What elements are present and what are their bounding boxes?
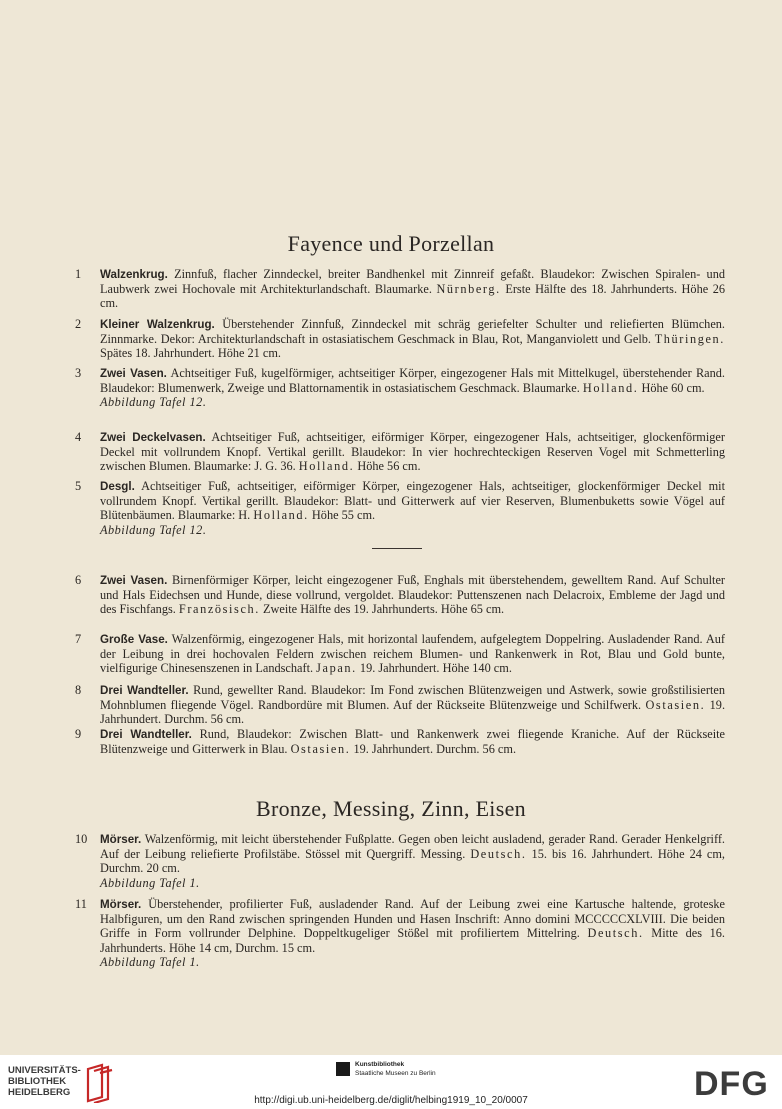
- dfg-logo[interactable]: DFG: [694, 1065, 769, 1103]
- catalog-entry-10: [75, 832, 725, 890]
- entry-number: 11: [75, 897, 87, 911]
- entry-date-size: Höhe 60 cm.: [641, 381, 705, 396]
- entry-date-size: 19. Jahrhundert. Durchm. 56 cm.: [353, 742, 517, 757]
- entry-title: Drei Wandteller.: [100, 684, 189, 697]
- entry-description: Überstehender, profilierter Fuß, ausladender Rand. Auf der Leibung zwei eine Kartusche haltende, groteske Halbfiguren, um den Rand zwischen springenden Hunden und Hasen Inschrift: Anno domini MCCCCCXLVIII. Die beiden Griffe in Form vollrunder Delphine. Doppeltkugeliger Stößel mit profiliertem Mittelring.: [100, 897, 725, 941]
- entry-description: Achtseitiger Fuß, achtseitiger, eiförmiger Körper, eingezogener Hals, achtseitiger, glockenförmiger Deckel mit vollrundem Knopf. Vertikal gerillt. Blaudekor: Blatt- und Gitterwerk auf vier Reserven, Blumenbuketts sowie Vögel auf Blütenbäumen. Blaumarke: H.: [100, 479, 725, 523]
- entry-number: 1: [75, 267, 82, 281]
- entry-origin: Holland.: [253, 508, 309, 523]
- entry-description: Überstehender Zinnfuß, Zinndeckel mit schräg geriefelter Schulter und reliefierten Blümchen. Zinnmarke. Dekor: Architekturlandschaft in ostasiatischem Geschmack in Blau, Rot, Manganviolett und Gelb.: [100, 317, 725, 347]
- entry-origin: Japan.: [316, 661, 357, 676]
- source-url-link[interactable]: http://digi.ub.uni-heidelberg.de/diglit/helbing1919_10_20/0007: [254, 1095, 528, 1106]
- entry-title: Große Vase.: [100, 633, 168, 646]
- kunstbibliothek-subtitle: Staatliche Museen zu Berlin: [355, 1070, 436, 1077]
- entry-number: 4: [75, 430, 82, 444]
- section-title-bronze: Bronze, Messing, Zinn, Eisen: [256, 796, 526, 821]
- catalog-entry-4: [75, 430, 725, 474]
- entry-date-size: 15. bis 16. Jahrhundert. Höhe 24 cm, Durchm. 20 cm.: [100, 847, 726, 876]
- entry-title: Mörser.: [100, 898, 142, 911]
- entry-number: 6: [75, 573, 82, 587]
- entry-date-size: Höhe 55 cm.: [311, 508, 376, 523]
- university-library-name: UNIVERSITÄTS- BIBLIOTHEK HEIDELBERG: [8, 1065, 81, 1098]
- entry-description: Achtseitiger Fuß, achtseitiger, eiförmiger Körper, eingezogener Hals, achtseitiger, glockenförmiger Deckel mit vollrundem Knopf. Vertikal gerillt. Blaudekor: In vier hochrechteckigen Reserven Vogel mit Schmetterling zwischen Blumen. Blaumarke: J. G. 36.: [100, 430, 725, 474]
- entry-origin: Deutsch.: [587, 926, 644, 941]
- entry-origin: Thüringen.: [654, 332, 725, 347]
- entry-title: Walzenkrug.: [100, 268, 168, 281]
- footer-bar: [0, 1055, 782, 1109]
- entry-description: Walzenförmig, mit leicht überstehender Fußplatte. Gegen oben leicht ausladend, gerader Rand. Gerader Henkelgriff. Auf der Leibung reliefierte Profilstäbe. Stössel mit Quergriff. Messing.: [100, 832, 725, 862]
- kunstbibliothek-logo[interactable]: [336, 1060, 476, 1082]
- entry-description: Birnenförmiger Körper, leicht eingezogener Fuß, Enghals mit überstehendem, gewelltem Rand. Auf Schulter und Hals Eidechsen und Hunde, diese vollrund, vergoldet. Blaudekor: Puttenszenen nach Delacroix, Embleme der Jagd und des Fischfangs.: [100, 573, 726, 617]
- kunstbibliothek-name: Kunstbibliothek: [355, 1061, 405, 1068]
- entry-number: 8: [75, 683, 82, 697]
- entry-title: Drei Wandteller.: [100, 728, 192, 741]
- entry-origin: Französisch.: [178, 602, 260, 617]
- entry-caption: Abbildung Tafel 1.: [100, 954, 200, 969]
- entry-number: 7: [75, 632, 82, 646]
- entry-title: Kleiner Walzenkrug.: [100, 318, 215, 331]
- catalog-entry-5: [75, 479, 725, 537]
- entry-description: Zinnfuß, flacher Zinndeckel, breiter Bandhenkel mit Zinnreif gefaßt. Blaudekor: Zwischen Spiralen- und Laubwerk zwei Hochovale mit Architekturlandschaft. Blaumarke.: [100, 267, 726, 297]
- entry-date-size: 19. Jahrhundert. Durchm. 56 cm.: [100, 698, 726, 727]
- entry-number: 3: [75, 366, 82, 380]
- entry-title: Mörser.: [100, 833, 142, 846]
- catalog-entry-8: [75, 683, 725, 727]
- section-title-fayence: Fayence und Porzellan: [287, 231, 495, 256]
- catalog-entry-7: [75, 632, 725, 676]
- kunstbibliothek-square-icon: [336, 1062, 350, 1076]
- entry-date-size: 19. Jahrhundert. Höhe 140 cm.: [359, 661, 512, 676]
- catalog-entry-3: [75, 366, 725, 410]
- catalog-entry-1: [75, 267, 725, 311]
- entry-origin: Deutsch.: [470, 847, 527, 862]
- entry-number: 5: [75, 479, 82, 493]
- entry-origin: Nürnberg.: [436, 282, 501, 297]
- entry-caption: Abbildung Tafel 1.: [100, 875, 200, 890]
- entry-number: 9: [75, 727, 82, 741]
- entry-date-size: Mitte des 16. Jahrhunderts. Höhe 14 cm, Durchm. 15 cm.: [100, 926, 726, 955]
- entry-title: Zwei Vasen.: [100, 574, 168, 587]
- entry-title: Zwei Vasen.: [100, 367, 167, 380]
- catalog-entry-6: [75, 573, 725, 617]
- entry-description: Achtseitiger Fuß, kugelförmiger, achtseitiger Körper, eingezogener Hals mit Mittelkugel, überstehender Rand. Blaudekor: Blumenwerk, Zweige und Blattornamentik in ostasiatischem Geschmack. Blaumarke.: [100, 366, 725, 396]
- entry-origin: Ostasien.: [645, 698, 706, 713]
- catalog-entry-11: [75, 897, 725, 969]
- entry-caption: Abbildung Tafel 12.: [100, 522, 207, 537]
- catalog-entry-2: [75, 317, 725, 361]
- entry-description: Walzenförmig, eingezogener Hals, mit horizontal laufendem, aufgelegtem Doppelring. Ausladender Rand. Auf der Leibung in drei hochovalen Feldern zwischen reichem Blumen- und Rankenwerk in Rot, Blau und Gold bunte, vielfigurige Chinesenszenen in Landschaft.: [100, 632, 725, 676]
- entry-description: Rund, gewellter Rand. Blaudekor: Im Fond zwischen Blütenzweigen und Astwerk, sowie großstilisierten Mohnblumen fliegende Vögel. Randbordüre mit Blumen. Auf der Rückseite Blütenzweige und Schilfwerk.: [100, 683, 726, 713]
- entry-title: Desgl.: [100, 480, 135, 493]
- entry-date-size: Zweite Hälfte des 19. Jahrhunderts. Höhe 65 cm.: [263, 602, 505, 617]
- entry-description: Rund, Blaudekor: Zwischen Blatt- und Rankenwerk zwei fliegende Kraniche. Auf der Rückseite Blütenzweige und Gitterwerk in Blau.: [100, 727, 726, 757]
- entry-date-size: Spätes 18. Jahrhundert. Höhe 21 cm.: [100, 346, 282, 361]
- entry-caption: Abbildung Tafel 12.: [100, 395, 207, 410]
- entry-date-size: Erste Hälfte des 18. Jahrhunderts. Höhe 26 cm.: [100, 282, 725, 311]
- section-divider: [372, 548, 422, 549]
- entry-date-size: Höhe 56 cm.: [357, 459, 421, 474]
- entry-title: Zwei Deckelvasen.: [100, 431, 206, 444]
- entry-origin: Ostasien.: [290, 742, 351, 757]
- entry-origin: Holland.: [298, 459, 355, 474]
- entry-number: 10: [75, 832, 88, 846]
- entry-number: 2: [75, 317, 82, 331]
- entry-origin: Holland.: [582, 381, 639, 396]
- catalog-entry-9: [75, 727, 725, 756]
